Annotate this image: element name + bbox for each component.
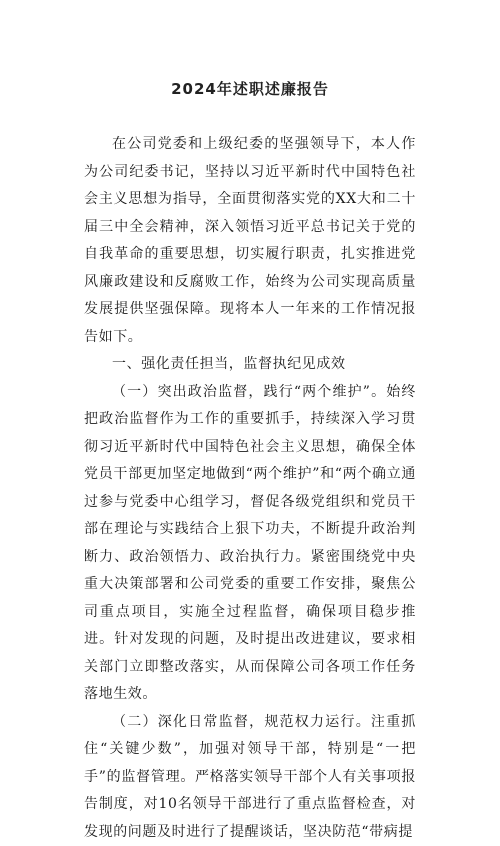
document-title: 2024年述职述廉报告	[84, 78, 416, 99]
body-paragraph-2: （二）深化日常监督，规范权力运行。注重抓住“关键少数”，加强对领导干部，特别是“一把手”的监督管理。严格落实领导干部个人有关事项报告制度，对10名领导干部进行了重点监督检查，对发现的问题及时进行了提醒谈话，坚决防范“带病提	[84, 709, 416, 846]
intro-paragraph: 在公司党委和上级纪委的坚强领导下，本人作为公司纪委书记，坚持以习近平新时代中国特色社会主义思想为指导，全面贯彻落实党的XX大和二十届三中全会精神，深入领悟习近平总书记关于党的自我革命的重要思想，切实履行职责，扎实推进党风廉政建设和反腐败工作，始终为公司实现高质量发展提供坚强保障。现将本人一年来的工作情况报告如下。	[84, 131, 416, 351]
section-heading: 一、强化责任担当，监督执纪见成效	[84, 351, 416, 379]
body-paragraph-1: （一）突出政治监督，践行“两个维护”。始终把政治监督作为工作的重要抓手，持续深入学习贯彻习近平新时代中国特色社会主义思想，确保全体党员干部更加坚定地做到“两个维护”和“两个确立通过参与党委中心组学习，督促各级党组织和党员干部在理论与实践结合上狠下功夫，不断提升政治判断力、政治领悟力、政治执行力。紧密围绕党中央重大决策部署和公司党委的重要工作安排，聚焦公司重点项目，实施全过程监督，确保项目稳步推进。针对发现的问题，及时提出改进建议，要求相关部门立即整改落实，从而保障公司各项工作任务落地生效。	[84, 379, 416, 709]
